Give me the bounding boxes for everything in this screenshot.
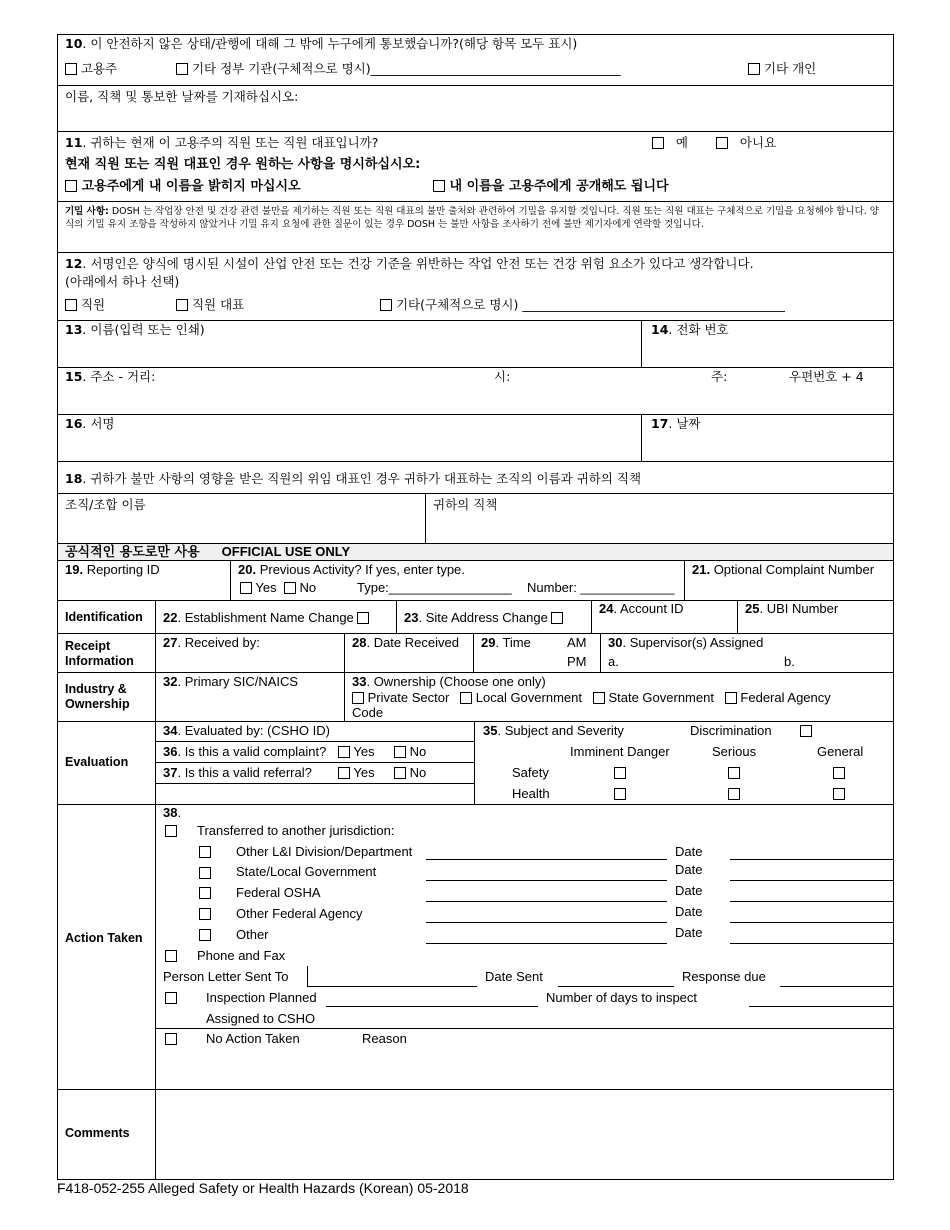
checkbox[interactable] bbox=[380, 299, 392, 311]
checkbox[interactable] bbox=[394, 746, 406, 758]
q35-safety-label: Safety bbox=[512, 765, 549, 780]
q29-time: 29. Time bbox=[481, 635, 531, 650]
q38-number: 38. bbox=[163, 805, 182, 820]
q11-instruction: 현재 직원 또는 직원 대표인 경우 원하는 사항을 명시하십시오: bbox=[65, 157, 421, 172]
other-li-checkbox[interactable] bbox=[199, 846, 211, 858]
checkbox[interactable] bbox=[65, 299, 77, 311]
confidential-notice: 기밀 사항: DOSH 는 작업장 안전 및 건강 관련 불만을 제기하는 직원 또는 직원 대표의 불만 출처와 관련하여 기밀을 유지할 것입니다. 직원 또는 직원 대표는 구체적으로 기밀을 요청해야 합니다. 양식의 기밀 유지 조항을 작성하지 않았거나 기밀 유지 요청에 관한 질문이 있는 경우 DOSH 는 불만 사항을 조사하기 전에 불만 제기자에게 연락할 것입니다. bbox=[65, 206, 879, 230]
health-serious-checkbox[interactable] bbox=[728, 788, 740, 800]
q25-ubi: 25. UBI Number bbox=[745, 601, 839, 616]
q11-no-option[interactable]: 아니요 bbox=[716, 135, 776, 151]
q36-no[interactable]: No bbox=[394, 744, 426, 760]
q38-reason: Reason bbox=[362, 1031, 407, 1046]
q12-sub: (아래에서 하나 선택) bbox=[65, 274, 180, 289]
form-footer: F418-052-255 Alleged Safety or Health Hazards (Korean) 05-2018 bbox=[57, 1180, 469, 1196]
transferred-checkbox[interactable] bbox=[165, 825, 177, 837]
q27-received-by: 27. Received by: bbox=[163, 635, 260, 650]
q38-item-4: Other bbox=[236, 927, 269, 942]
q33-code: Code bbox=[352, 705, 384, 720]
row-identification: Identification bbox=[65, 610, 143, 624]
q37-yes[interactable]: Yes bbox=[338, 765, 375, 781]
q35-imminent-label: Imminent Danger bbox=[570, 744, 670, 759]
q20-options[interactable]: Yes No bbox=[240, 580, 316, 596]
q20-previous-activity: 20. Previous Activity? If yes, enter type. bbox=[238, 562, 465, 577]
q21-optional-number: 21. Optional Complaint Number bbox=[692, 562, 875, 577]
other-checkbox[interactable] bbox=[199, 929, 211, 941]
checkbox[interactable] bbox=[240, 582, 252, 594]
q12-rep-option[interactable]: 직원 대표 bbox=[176, 297, 244, 313]
discrimination-checkbox[interactable] bbox=[800, 725, 812, 737]
q38-date-2: Date bbox=[675, 883, 703, 898]
checkbox[interactable] bbox=[338, 767, 350, 779]
checkbox[interactable] bbox=[433, 180, 445, 192]
row-receipt: Receipt Information bbox=[65, 639, 134, 668]
q38-date-4: Date bbox=[675, 925, 703, 940]
q38-date-0: Date bbox=[675, 844, 703, 859]
q19-reporting-id: 19. Reporting ID bbox=[65, 562, 160, 577]
q13-name-label: 13. 이름(입력 또는 인쇄) bbox=[65, 322, 205, 337]
q32-sic-naics: 32. Primary SIC/NAICS bbox=[163, 674, 299, 689]
q38-item-2: Federal OSHA bbox=[236, 885, 321, 900]
q35-subject-severity: 35. Subject and Severity bbox=[483, 723, 624, 738]
checkbox[interactable] bbox=[748, 63, 760, 75]
checkbox[interactable] bbox=[176, 299, 188, 311]
checkbox[interactable] bbox=[716, 137, 728, 149]
q38-days-to-inspect: Number of days to inspect bbox=[546, 990, 698, 1005]
row-evaluation: Evaluation bbox=[65, 755, 129, 769]
checkbox[interactable] bbox=[725, 692, 737, 704]
no-action-checkbox[interactable] bbox=[165, 1033, 177, 1045]
q35-general-label: General bbox=[817, 744, 864, 759]
q38-person-letter: Person Letter Sent To bbox=[163, 969, 289, 984]
phone-fax-checkbox[interactable] bbox=[165, 950, 177, 962]
other-federal-checkbox[interactable] bbox=[199, 908, 211, 920]
q10-employer-option[interactable]: 고용주 bbox=[65, 61, 117, 77]
q35-discrimination[interactable]: Discrimination bbox=[690, 723, 772, 738]
q29-pm[interactable]: PM bbox=[567, 654, 587, 669]
q38-inspection: Inspection Planned bbox=[206, 990, 317, 1005]
q33-ownership: 33. Ownership (Choose one only) bbox=[352, 674, 546, 689]
q15-address-label: 15. 주소 - 거리: bbox=[65, 369, 156, 384]
q24-account-id: 24. Account ID bbox=[599, 601, 684, 616]
q35-serious-label: Serious bbox=[712, 744, 757, 759]
q36-yes[interactable]: Yes bbox=[338, 744, 375, 760]
inspection-checkbox[interactable] bbox=[165, 992, 177, 1004]
q30-a: a. bbox=[608, 654, 619, 669]
q11-question: 11. 귀하는 현재 이 고용주의 직원 또는 직원 대표입니까? bbox=[65, 135, 379, 150]
federal-osha-checkbox[interactable] bbox=[199, 887, 211, 899]
checkbox[interactable] bbox=[352, 692, 364, 704]
health-general-checkbox[interactable] bbox=[833, 788, 845, 800]
q33-options[interactable]: Private Sector Local Government State Government Federal Agency bbox=[352, 690, 831, 706]
q12-other-option[interactable]: 기타(구체적으로 명시) __________________________________________ bbox=[380, 297, 785, 313]
q38-date-3: Date bbox=[675, 904, 703, 919]
q38-item-3: Other Federal Agency bbox=[236, 906, 363, 921]
q20-number[interactable]: Number: _____________ bbox=[527, 580, 675, 595]
q17-date-label: 17. 날짜 bbox=[651, 416, 701, 431]
official-use-heading: 공식적인 용도로만 사용 OFFICIAL USE ONLY bbox=[65, 544, 351, 560]
q38-date-1: Date bbox=[675, 862, 703, 877]
q12-question: 12. 서명인은 양식에 명시된 시설이 산업 안전 또는 건강 기준을 위반하는 작업 안전 또는 건강 위험 요소가 있다고 생각합니다. bbox=[65, 256, 754, 271]
q18-org-label: 조직/조합 이름 bbox=[65, 497, 146, 512]
q11-hide-name-option[interactable]: 고용주에게 내 이름을 밝히지 마십시오 bbox=[65, 179, 301, 195]
q36-valid-complaint: 36. Is this a valid complaint? bbox=[163, 744, 327, 759]
row-industry: Industry & Ownership bbox=[65, 682, 130, 711]
q38-item-0: Other L&I Division/Department bbox=[236, 844, 413, 859]
q38-item-1: State/Local Government bbox=[236, 864, 377, 879]
checkbox[interactable] bbox=[176, 63, 188, 75]
checkbox[interactable] bbox=[65, 180, 77, 192]
q38-date-sent: Date Sent bbox=[485, 969, 543, 984]
q37-no[interactable]: No bbox=[394, 765, 426, 781]
checkbox[interactable] bbox=[65, 63, 77, 75]
q11-reveal-name-option[interactable]: 내 이름을 고용주에게 공개해도 됩니다 bbox=[433, 179, 669, 195]
q30-supervisors: 30. Supervisor(s) Assigned bbox=[608, 635, 764, 650]
q38-transferred: Transferred to another jurisdiction: bbox=[197, 823, 395, 838]
q38-no-action: No Action Taken bbox=[206, 1031, 300, 1046]
q15-state-label: 주: bbox=[711, 369, 728, 384]
row-action-taken: Action Taken bbox=[65, 931, 143, 945]
q15-zip-label: 우편번호 + 4 bbox=[789, 369, 864, 384]
q38-phone-fax: Phone and Fax bbox=[197, 948, 286, 963]
safety-imminent-checkbox[interactable] bbox=[614, 767, 626, 779]
q28-date-received: 28. Date Received bbox=[352, 635, 459, 650]
q18-title-label: 귀하의 직책 bbox=[433, 497, 498, 512]
q10-other-option[interactable]: 기타 개인 bbox=[748, 61, 816, 77]
q11-yes-option[interactable]: 예 bbox=[652, 135, 688, 151]
health-imminent-checkbox[interactable] bbox=[614, 788, 626, 800]
q22-name-change[interactable]: 22. Establishment Name Change bbox=[163, 610, 369, 626]
q16-signature-label: 16. 서명 bbox=[65, 416, 115, 431]
q30-b: b. bbox=[784, 654, 795, 669]
q23-address-change[interactable]: 23. Site Address Change bbox=[404, 610, 563, 626]
checkbox[interactable] bbox=[551, 612, 563, 624]
q38-response-due: Response due bbox=[682, 969, 766, 984]
q14-phone-label: 14. 전화 번호 bbox=[651, 322, 729, 337]
q34-evaluated-by: 34. Evaluated by: (CSHO ID) bbox=[163, 723, 330, 738]
q38-assigned-csho: Assigned to CSHO bbox=[206, 1011, 316, 1026]
checkbox[interactable] bbox=[338, 746, 350, 758]
row-comments: Comments bbox=[65, 1126, 130, 1140]
safety-serious-checkbox[interactable] bbox=[728, 767, 740, 779]
q37-valid-referral: 37. Is this a valid referral? bbox=[163, 765, 312, 780]
checkbox[interactable] bbox=[460, 692, 472, 704]
q35-health-label: Health bbox=[512, 786, 550, 801]
state-local-checkbox[interactable] bbox=[199, 867, 211, 879]
q18-question: 18. 귀하가 불만 사항의 영향을 받은 직원의 위임 대표인 경우 귀하가 대표하는 조직의 이름과 귀하의 직책 bbox=[65, 471, 642, 486]
checkbox[interactable] bbox=[357, 612, 369, 624]
q10-details-label: 이름, 직책 및 통보한 날짜를 기재하십시오: bbox=[65, 89, 299, 104]
safety-general-checkbox[interactable] bbox=[833, 767, 845, 779]
q15-city-label: 시: bbox=[494, 369, 511, 384]
comments-field[interactable] bbox=[156, 1090, 892, 1179]
q12-employee-option[interactable]: 직원 bbox=[65, 297, 105, 313]
checkbox[interactable] bbox=[652, 137, 664, 149]
checkbox[interactable] bbox=[394, 767, 406, 779]
q10-gov-option[interactable]: 기타 정부 기관(구체적으로 명시)________________________________________ bbox=[176, 61, 621, 77]
checkbox[interactable] bbox=[593, 692, 605, 704]
checkbox[interactable] bbox=[284, 582, 296, 594]
q29-am[interactable]: AM bbox=[567, 635, 587, 650]
q10-question: 10. 이 안전하지 않은 상태/관행에 대해 그 밖에 누구에게 통보했습니까?(해당 항목 모두 표시) bbox=[65, 36, 578, 51]
q20-type[interactable]: Type:_________________ bbox=[357, 580, 512, 595]
